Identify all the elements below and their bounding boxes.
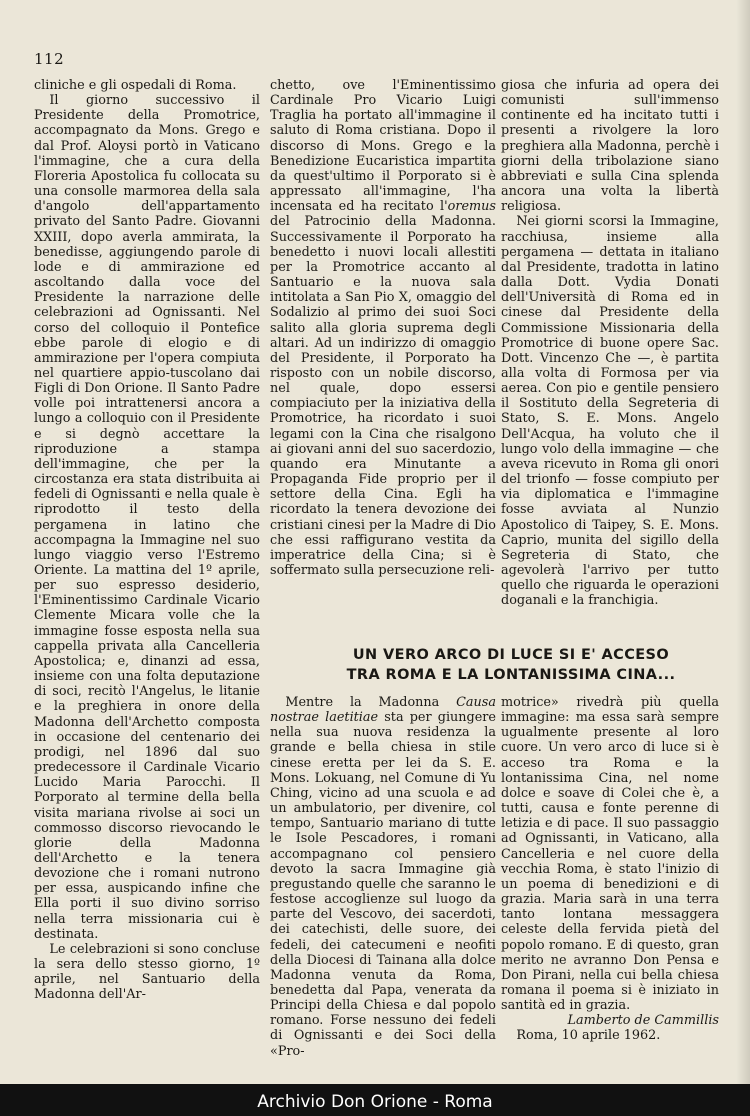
article-column-3 — [501, 78, 719, 608]
italic-term: oremus — [447, 199, 496, 215]
italic-term: Causa nostrae laetitiae — [270, 695, 496, 726]
paragraph: Nei giorni scorsi la Immagine, racchiusa, insieme alla pergamena — dettata in italiano dal Presidente, tradotta in latino dalla Dott. Vydia Donati dell'Università di Roma ed in cinese dal Presidente della Commissione Missionaria della Promotrice di buone opere Sac. Dott. Vincenzo Che —, è partita alla volta di Formosa per via aerea. Con pio e gentile pensiero il Sostituto della Segreteria di Stato, S. E. Mons. Angelo Dell'Acqua, ha voluto che il lungo volo della immagine — che aveva ricevuto in Roma gli onori del trionfo — fosse compiuto per via diplomatica e l'immagine fosse avviata al Nunzio Apostolico di Taipey, S. E. Mons. Caprio, munita del sigillo della Segreteria di Stato, che agevolerà l'arrivo per tutto quello che riguarda le operazioni doganali e la franchigia. — [501, 214, 719, 609]
text-run: chetto, ove l'Eminentissimo Cardinale Pro Vicario Luigi Traglia ha portato all'immagine il saluto di Roma cristiana. Dopo il discorso di Mons. Grego e la Benedizione Eucaristica impartita da quest'ultimo il Porporato si è appressato all'immagine, l'ha incensata ed ha recitato l' — [270, 78, 496, 215]
paragraph: motrice» rivedrà più quella immagine: ma essa sarà sempre ugualmente presente al loro cuore. Un vero arco di luce si è acceso tra Roma e la lontanissima Cina, nel nome dolce e soave di Colei che è, a tutti, causa e fonte perenne di letizia e di pace. Il suo passaggio ad Ognissanti, in Vaticano, alla Cancelleria e nel cuore della vecchia Roma, è stato l'inizio di un poema di benedizioni e di grazia. Maria sarà in una terra tanto lontana messaggera celeste della fervida pietà del popolo romano. E di questo, gran merito ne avranno Don Pensa e Don Pirani, nella cui bella chiesa romana il poema si è iniziato in santità ed in grazia. — [501, 695, 719, 1014]
headline-line-2: TRA ROMA E LA LONTANISSIMA CINA... — [346, 667, 676, 683]
section-column-3 — [501, 695, 719, 1044]
section-column-2 — [270, 695, 496, 1059]
article-column-2 — [270, 78, 496, 578]
paragraph — [270, 695, 496, 1059]
headline-line-1: UN VERO ARCO DI LUCE SI E' ACCESO — [352, 647, 670, 663]
paragraph: Le celebrazioni si sono concluse la sera dello stesso giorno, 1º aprile, nel Santuario della Madonna dell'Ar- — [34, 941, 260, 1003]
section-headline — [286, 645, 736, 685]
paragraph: cliniche e gli ospedali di Roma. — [34, 78, 237, 93]
author-signature: Lamberto de Cammillis — [567, 1013, 719, 1029]
page-number: 112 — [34, 50, 65, 68]
place-date: Roma, 10 aprile 1962. — [516, 1028, 661, 1044]
paragraph: giosa che infuria ad opera dei comunisti sull'immenso continente ed ha incitato tutti i presenti a rivolgere la loro preghiera alla Madonna, perchè i giorni della tribolazione siano abbreviati e sulla Cina splenda ancora una volta la libertà religiosa. — [501, 78, 719, 215]
paragraph: Il giorno successivo il Presidente della Promotrice, accompagnato da Mons. Grego e dal Prof. Aloysi portò in Vaticano l'immagine, che a cura della Floreria Apostolica fu collocata su una consolle marmorea della sala d'angolo dell'appartamento privato del Santo Padre. Giovanni XXIII, dopo averla ammirata, la benedisse, aggiungendo parole di lode e di ammirazione ed ascoltando dalla voce del Presidente la narrazione delle celebrazioni ad Ognissanti. Nel corso del colloquio il Pontefice ebbe parole di elogio e di ammirazione per l'opera compiuta nel quartiere appio-tuscolano dai Figli di Don Orione. Il Santo Padre volle poi intrattenersi ancora a lungo a colloquio con il Presidente e si degnò accettare la riproduzione a stampa dell'immagine, che per la circostanza era stata distribuita ai fedeli di Ognissanti e nella quale è riprodotto il testo della pergamena in latino che accompagna la Immagine nel suo lungo viaggio verso l'Estremo Oriente. La mattina del 1º aprile, per suo espresso desiderio, l'Eminentissimo Cardinale Vicario Clemente Micara volle che la immagine fosse esposta nella sua cappella privata alla Cancelleria Apostolica; e, dinanzi ad essa, insieme con una folta deputazione di soci, recitò l'Angelus, le litanie e la preghiera in onore della Madonna dell'Archetto composta in occasione del centenario dei prodigi, nel 1896 dal suo predecessore il Cardinale Vicario Lucido Maria Parocchi. Il Porporato al termine della bella visita mariana rivolse ai soci un commosso discorso rievocando le glorie della Madonna dell'Archetto e la tenera devozione che i romani nutrono per essa, auspicando infine che Ella porti il suo divino sorriso nella terra missionaria cui è destinata. — [34, 93, 260, 942]
article-column-1 — [34, 78, 260, 1003]
text-run: del Patrocinio della Madonna. Successivamente il Porporato ha benedetto i nuovi locali allestiti per la Promotrice accanto al Santuario e la nuova sala intitolata a San Pio X, omaggio del Sodalizio al primo dei suoi Soci salito alla gloria suprema degli altari. Ad un indirizzo di omaggio del Presidente, il Porporato ha risposto con un nobile discorso, nel quale, dopo essersi compiaciuto per la iniziativa della Promotrice, ha ricordato i suoi legami con la Cina che risalgono ai giovani anni del suo sacerdozio, quando era Minutante a Propaganda Fide proprio per il settore della Cina. Egli ha ricordato la tenera devozione dei cristiani cinesi per la Madre di Dio che essi raffigurano vestita da imperatrice della Cina; si è soffermato sulla persecuzione reli- — [270, 214, 496, 578]
text-run: sta per giungere nella sua nuova residenza la grande e bella chiesa in stile cinese eretta per lei da S. E. Mons. Lokuang, nel Comune di Yu Ching, vicino ad una scuola e ad un ambulatorio, per divenire, col tempo, Santuario mariano di tutte le Isole Pescadores, i romani accompagnano col pensiero devoto la sacra Immagine già pregustando quelle che saranno le festose accoglienze sul luogo da parte del Vescovo, dei sacerdoti, dei catechisti, delle suore, dei fedeli, dei catecumeni e neofiti della Diocesi di Tainana alla dolce Madonna venuta da Roma, benedetta dal Papa, venerata da Principi della Chiesa e dal popolo romano. Forse nessuno dei fedeli di Ognissanti e dei Soci della «Pro- — [270, 710, 496, 1059]
page-edge-shadow — [736, 0, 750, 1084]
paragraph — [270, 78, 496, 578]
text-run: Mentre la Madonna — [285, 695, 457, 710]
archive-label: Archivio Don Orione - Roma — [257, 1092, 493, 1112]
